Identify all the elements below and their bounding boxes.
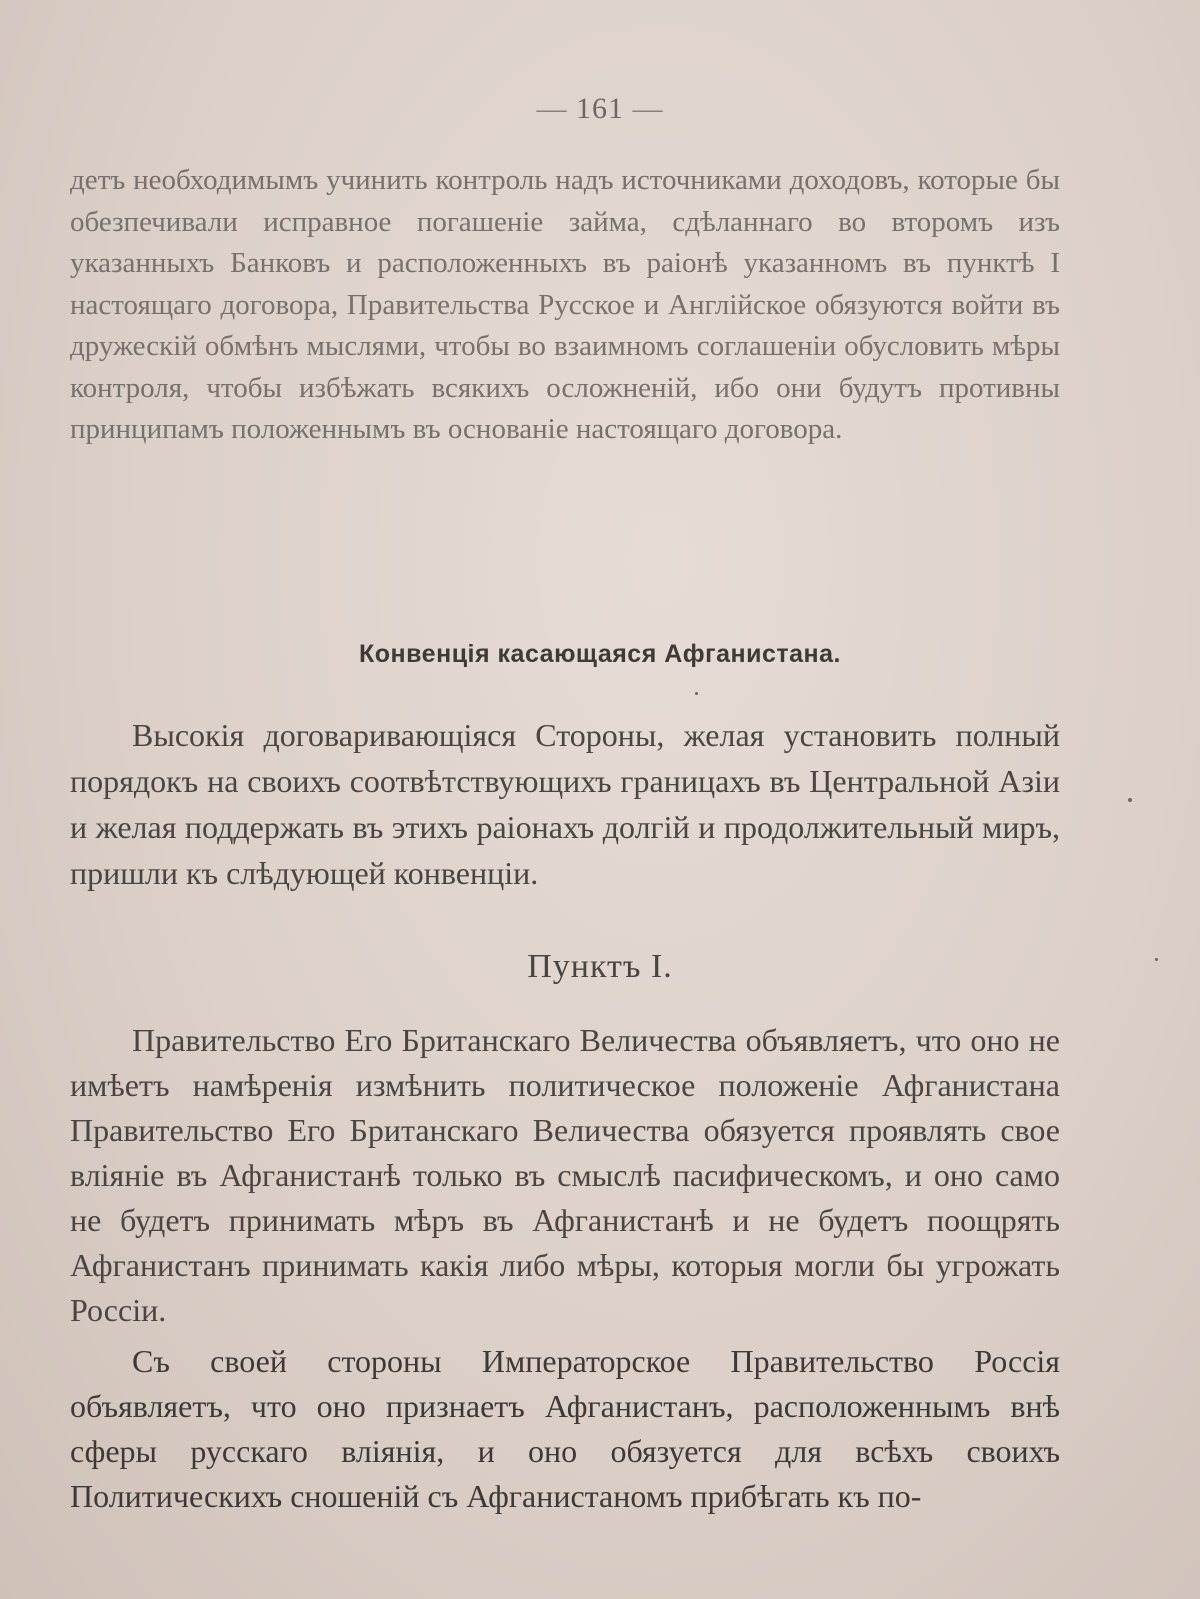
- article-title: Пунктъ I.: [527, 948, 673, 985]
- article-paragraph: Правительство Его Британскаго Величества объявляетъ, что оно не имѣетъ намѣренія измѣнить политическое положеніе Афганистана Правительство Его Британскаго Величества обязуется проявлять свое вліяніе въ Афганистанѣ только въ смыслѣ пасифическомъ, и оно само не будетъ принимать мѣръ въ Афганистанѣ и не будетъ поощрять Афганистанъ принимать какія либо мѣры, которыя могли бы угрожать Россіи.: [70, 1022, 1060, 1328]
- continuation-paragraph: [70, 160, 1060, 451]
- article-body: [70, 1018, 1060, 1525]
- paper-speck: [1155, 958, 1158, 961]
- page-number: — 161 —: [536, 92, 664, 125]
- page-number-value: 161: [576, 92, 624, 125]
- preamble-paragraph: [70, 712, 1060, 896]
- preamble-text: Высокія договаривающіяся Стороны, желая установить полный порядокъ на своихъ соотвѣтствующихъ границахъ въ Центральной Азіи и желая поддержать въ этихъ раіонахъ долгій и продолжительный миръ, пришли къ слѣдующей конвенціи.: [70, 717, 1060, 891]
- paper-speck: [695, 692, 698, 695]
- paper-speck: [1128, 798, 1132, 802]
- section-heading: Конвенція касающаяся Афганистана.: [359, 640, 841, 668]
- article-paragraph: Съ своей стороны Императорское Правительство Россія объявляетъ, что оно признаетъ Афганистанъ, расположеннымъ внѣ сферы русскаго вліянія, и оно обязуется для всѣхъ своихъ Политическихъ сношеній съ Афганистаномъ прибѣгать къ по-: [70, 1343, 1060, 1514]
- continuation-text: детъ необходимымъ учинить контроль надъ источниками доходовъ, которые бы обезпечивали исправное погашеніе займа, сдѣланнаго во второмъ изъ указанныхъ Банковъ и расположенныхъ въ раіонѣ указанномъ въ пунктѣ I настоящаго договора, Правительства Русское и Англійское обязуются войти въ дружескій обмѣнъ мыслями, чтобы во взаимномъ соглашеніи обусловить мѣры контроля, чтобы избѣжать всякихъ осложненій, ибо они будутъ противны принципамъ положеннымъ въ основаніе настоящаго договора.: [70, 164, 1060, 445]
